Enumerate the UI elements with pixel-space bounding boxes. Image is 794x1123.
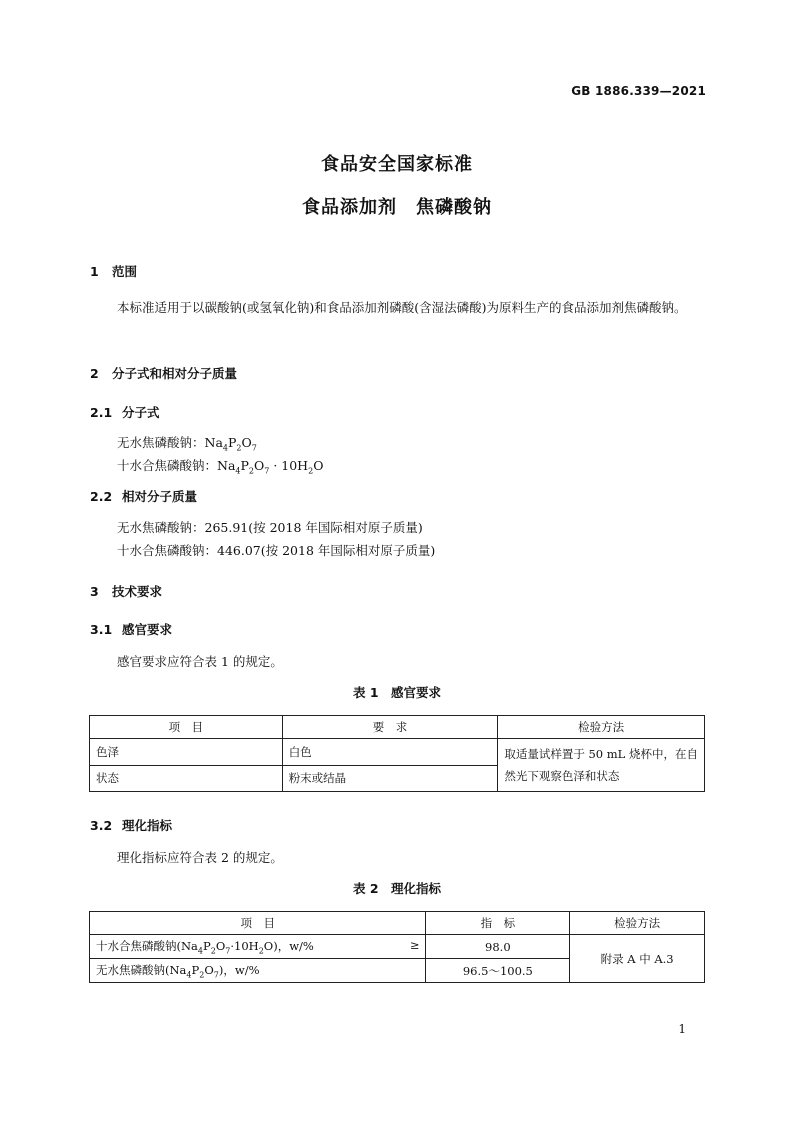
section-3-heading — [90, 582, 162, 600]
table-row — [90, 935, 705, 959]
section-title: 分子式和相对分子质量 — [112, 366, 238, 381]
document-subtitle: 食品添加剂 焦磷酸钠 — [302, 197, 492, 218]
section-3-2-paragraph: 理化指标应符合表 2 的规定。 — [117, 850, 283, 865]
table-1-caption: 表 1 感官要求 — [352, 685, 442, 700]
table-header-cell: 项 目 — [90, 912, 426, 935]
section-title: 分子式 — [122, 405, 160, 420]
section-2-2-heading — [90, 487, 197, 505]
section-number: 3.2 — [90, 818, 113, 833]
section-1-paragraph: 本标准适用于以碳酸钠(或氢氧化钠)和食品添加剂磷酸(含湿法磷酸)为原料生产的食品添加剂焦磷酸钠。 — [117, 300, 687, 315]
table-header-cell: 指 标 — [426, 912, 570, 935]
section-3-1-heading — [90, 620, 172, 638]
standard-number: GB 1886.339—2021 — [571, 84, 706, 98]
table-cell-item: 十水合焦磷酸钠$(Na_4P_2O_7\cdot 10H_2O)$，w/% ≥ — [90, 935, 426, 959]
table-cell-item: 状态 — [90, 765, 283, 792]
table-1 — [89, 715, 705, 792]
molecular-mass-decahydrate: 十水合焦磷酸钠：446.07(按 2018 年国际相对原子质量) — [117, 543, 436, 558]
table-header-cell: 要 求 — [282, 716, 498, 739]
table-header-cell: 检验方法 — [498, 716, 705, 739]
table-header-cell: 项 目 — [90, 716, 283, 739]
section-number: 3 — [90, 584, 99, 599]
page-number: 1 — [678, 1022, 686, 1036]
table-cell-value: 96.5～100.5 — [426, 959, 570, 983]
section-title: 范围 — [112, 264, 138, 279]
section-3-1-paragraph: 感官要求应符合表 1 的规定。 — [117, 654, 283, 669]
document-title: 食品安全国家标准 — [321, 154, 473, 175]
table-header-cell: 检验方法 — [570, 912, 705, 935]
section-2-1-heading — [90, 403, 160, 421]
table-cell-requirement: 粉末或结晶 — [282, 765, 498, 792]
table-cell-method: 取适量试样置于 50 mL 烧杯中，在自然光下观察色泽和状态 — [498, 739, 705, 792]
table-2 — [89, 911, 705, 983]
section-number: 2.2 — [90, 489, 113, 504]
section-1-heading — [90, 262, 137, 280]
section-title: 技术要求 — [112, 584, 163, 599]
section-number: 2 — [90, 366, 99, 381]
section-title: 理化指标 — [122, 818, 173, 833]
table-cell-item: 色泽 — [90, 739, 283, 766]
section-number: 1 — [90, 264, 99, 279]
molecular-mass-anhydrous: 无水焦磷酸钠：265.91(按 2018 年国际相对原子质量) — [117, 520, 423, 535]
section-title: 相对分子质量 — [122, 489, 198, 504]
table-cell-requirement: 白色 — [282, 739, 498, 766]
section-3-2-heading — [90, 816, 172, 834]
table-row — [90, 739, 705, 766]
section-number: 3.1 — [90, 622, 113, 637]
table-header-row — [90, 716, 705, 739]
greater-equal-symbol: ≥ — [409, 937, 420, 952]
section-title: 感官要求 — [122, 622, 173, 637]
table-cell-value: 98.0 — [426, 935, 570, 959]
table-cell-item: 无水焦磷酸钠$(Na_4P_2O_7)$，w/% — [90, 959, 426, 983]
table-2-caption: 表 2 理化指标 — [352, 881, 442, 896]
section-number: 2.1 — [90, 405, 113, 420]
formula-decahydrate: 十水合焦磷酸钠：$Na_4P_2O_7 \cdot 10H_2O$ — [117, 458, 324, 476]
table-header-row — [90, 912, 705, 935]
table-cell-method: 附录 A 中 A.3 — [570, 935, 705, 983]
formula-anhydrous: 无水焦磷酸钠：$Na_4P_2O_7$ — [117, 435, 257, 453]
section-2-heading — [90, 364, 237, 382]
